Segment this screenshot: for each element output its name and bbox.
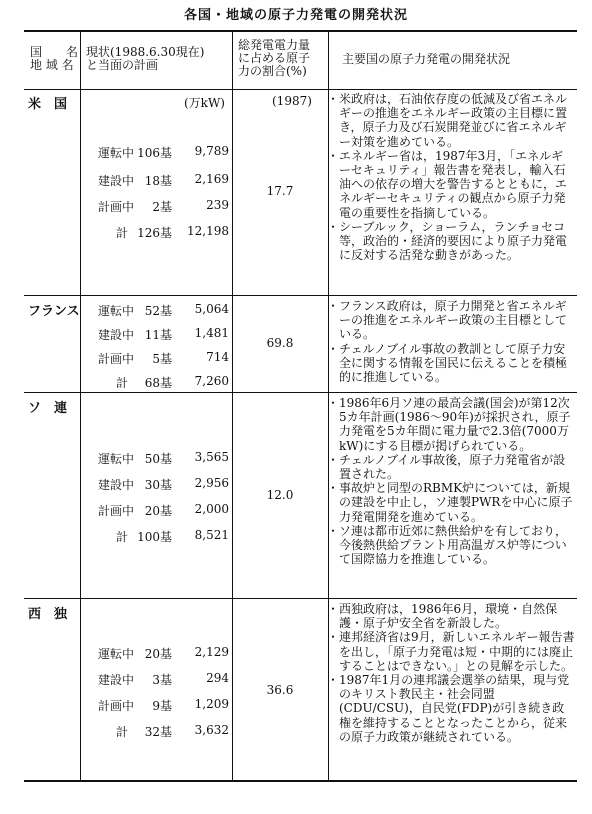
stat-label: 運転中 <box>98 647 135 661</box>
row-separator-2 <box>24 392 577 393</box>
stat-label: 計画中 <box>98 504 135 518</box>
row-separator-3 <box>24 598 577 599</box>
development-notes <box>329 92 575 262</box>
stat-label: 運転中 <box>98 452 135 466</box>
header-ratio-line3: 力の割合(%) <box>238 64 307 78</box>
nuclear-share-value: 36.6 <box>266 683 294 697</box>
stat-count: 11基 <box>144 328 172 342</box>
header-status-line2: と当面の計画 <box>86 58 159 72</box>
header-development: 主要国の原子力発電の開発状況 <box>342 52 511 66</box>
stat-value: 3,632 <box>194 723 229 737</box>
header-status-line1: 現状(1988.6.30現在) <box>86 45 205 59</box>
column-divider-1 <box>80 30 81 782</box>
header-separator <box>24 89 577 90</box>
header-country-line1: 国 名 <box>30 45 79 59</box>
table-bottom-border <box>24 780 577 782</box>
country-name: 西 独 <box>28 607 68 622</box>
table-top-border <box>24 30 577 32</box>
note-item: ・ シーブルック，ショーラム，ランチョセコ等，政治的・経済的要因により原子力発電に反対する活発な動きがあった。 <box>329 220 575 263</box>
stat-value: 294 <box>206 671 229 685</box>
note-item: ・ 連邦経済省は9月，新しいエネルギー報告書を出し，「原子力発電は短・中期的には廃止することはできない。」との見解を示した。 <box>329 630 575 673</box>
stat-value: 5,064 <box>194 302 229 316</box>
stat-count: 126基 <box>137 226 172 240</box>
stat-label: 運転中 <box>98 304 135 318</box>
stat-label: 運転中 <box>98 146 135 160</box>
stat-value: 239 <box>206 198 229 212</box>
stat-label: 建設中 <box>98 478 135 492</box>
stat-value: 2,000 <box>194 502 229 516</box>
stat-count: 32基 <box>144 725 172 739</box>
stat-value: 2,956 <box>194 476 229 490</box>
stat-label: 計画中 <box>98 699 135 713</box>
stat-label: 建設中 <box>98 673 135 687</box>
note-item: ・ 米政府は，石油依存度の低減及び省エネルギーの推進をエネルギー政策の主目標に置き，原子力及び石炭開発並びに省エネルギー対策を進めている。 <box>329 92 575 149</box>
row-separator-1 <box>24 295 577 296</box>
stat-count: 2基 <box>152 200 172 214</box>
stat-value: 7,260 <box>194 374 229 388</box>
stat-count: 20基 <box>144 504 172 518</box>
stat-count: 18基 <box>144 174 172 188</box>
header-status <box>86 46 230 72</box>
stat-count: 5基 <box>152 352 172 366</box>
stat-count: 68基 <box>144 376 172 390</box>
country-name: 米 国 <box>28 97 68 112</box>
note-item: ・ 1987年1月の連邦議会選挙の結果，現与党のキリスト教民主・社会同盟(CDU/CSU)，自民党(FDP)が引き続き政権を維持することとなったことから，従来の原子力政策が継続されている。 <box>329 673 575 744</box>
header-country <box>30 46 78 72</box>
stat-value: 8,521 <box>194 528 229 542</box>
stat-label: 計 <box>116 226 129 240</box>
header-ratio-line1: 総発電電力量 <box>238 38 311 52</box>
stat-value: 12,198 <box>187 224 229 238</box>
stat-label: 建設中 <box>98 174 135 188</box>
stat-count: 3基 <box>152 673 172 687</box>
stat-count: 30基 <box>144 478 172 492</box>
stat-label: 計 <box>116 376 129 390</box>
note-item: ・ 西独政府は，1986年6月，環境・自然保護・原子炉安全省を新設した。 <box>329 602 575 630</box>
stat-count: 50基 <box>144 452 172 466</box>
stat-count: 9基 <box>152 699 172 713</box>
development-status-table <box>24 30 577 782</box>
country-name: フランス <box>28 304 80 319</box>
header-ratio <box>238 39 326 78</box>
page-title: 各国・地域の原子力発電の開発状況 <box>183 8 408 23</box>
country-name: ソ 連 <box>28 401 68 416</box>
stat-value: 2,129 <box>194 645 229 659</box>
header-ratio-line2: に占める原子 <box>238 51 311 65</box>
development-notes <box>329 602 575 744</box>
stat-value: 2,169 <box>194 172 229 186</box>
note-item: ・ チェルノブイル事故の教訓として原子力安全に関する情報を国民に伝えることを積極的に推進している。 <box>329 342 575 385</box>
stat-value: 3,565 <box>194 450 229 464</box>
development-notes <box>329 396 575 566</box>
note-item: ・ 事故炉と同型のRBMK炉については，新規の建設を中止し，ソ連製PWRを中心に原子力発電開発を進めている。 <box>329 481 575 524</box>
note-item: ・ エネルギー省は，1987年3月，「エネルギーセキュリティ」報告書を発表し，輸入石油への依存の増大を警告するとともに，エネルギーセキュリティの観点から原子力発電の重要性を指摘している。 <box>329 149 575 220</box>
stat-label: 計 <box>116 725 129 739</box>
column-divider-2 <box>232 30 233 782</box>
nuclear-share-value: 12.0 <box>266 488 294 502</box>
note-item: ・ フランス政府は，原子力開発と省エネルギーの推進をエネルギー政策の主目標としている。 <box>329 299 575 342</box>
note-item: ・ 1986年6月ソ連の最高会議(国会)が第12次5カ年計画(1986～90年)が採択され，原子力発電を5カ年間に電力量で2.3倍(7000万kW)にする目標が掲げられている。 <box>329 396 575 453</box>
stat-count: 20基 <box>144 647 172 661</box>
note-item: ・ チェルノブイル事故後，原子力発電省が設置された。 <box>329 453 575 481</box>
stat-label: 計画中 <box>98 352 135 366</box>
unit-label: (万kW) <box>184 96 225 110</box>
stat-value: 714 <box>206 350 229 364</box>
stat-count: 106基 <box>137 146 172 160</box>
note-item: ・ ソ連は都市近郊に熱供給炉を有しており，今後熱供給プラント用高温ガス炉等について国際協力を推進している。 <box>329 524 575 567</box>
development-notes <box>329 299 575 384</box>
stat-value: 1,481 <box>194 326 229 340</box>
nuclear-share-value: 17.7 <box>266 184 294 198</box>
stat-count: 52基 <box>144 304 172 318</box>
nuclear-share-value: 69.8 <box>266 336 294 350</box>
stat-count: 100基 <box>137 530 172 544</box>
stat-value: 9,789 <box>194 144 229 158</box>
header-country-line2: 地 域 名 <box>30 58 74 72</box>
stat-value: 1,209 <box>194 697 229 711</box>
stat-label: 計 <box>116 530 129 544</box>
stat-label: 建設中 <box>98 328 135 342</box>
stat-label: 計画中 <box>98 200 135 214</box>
year-label: (1987) <box>272 94 312 108</box>
